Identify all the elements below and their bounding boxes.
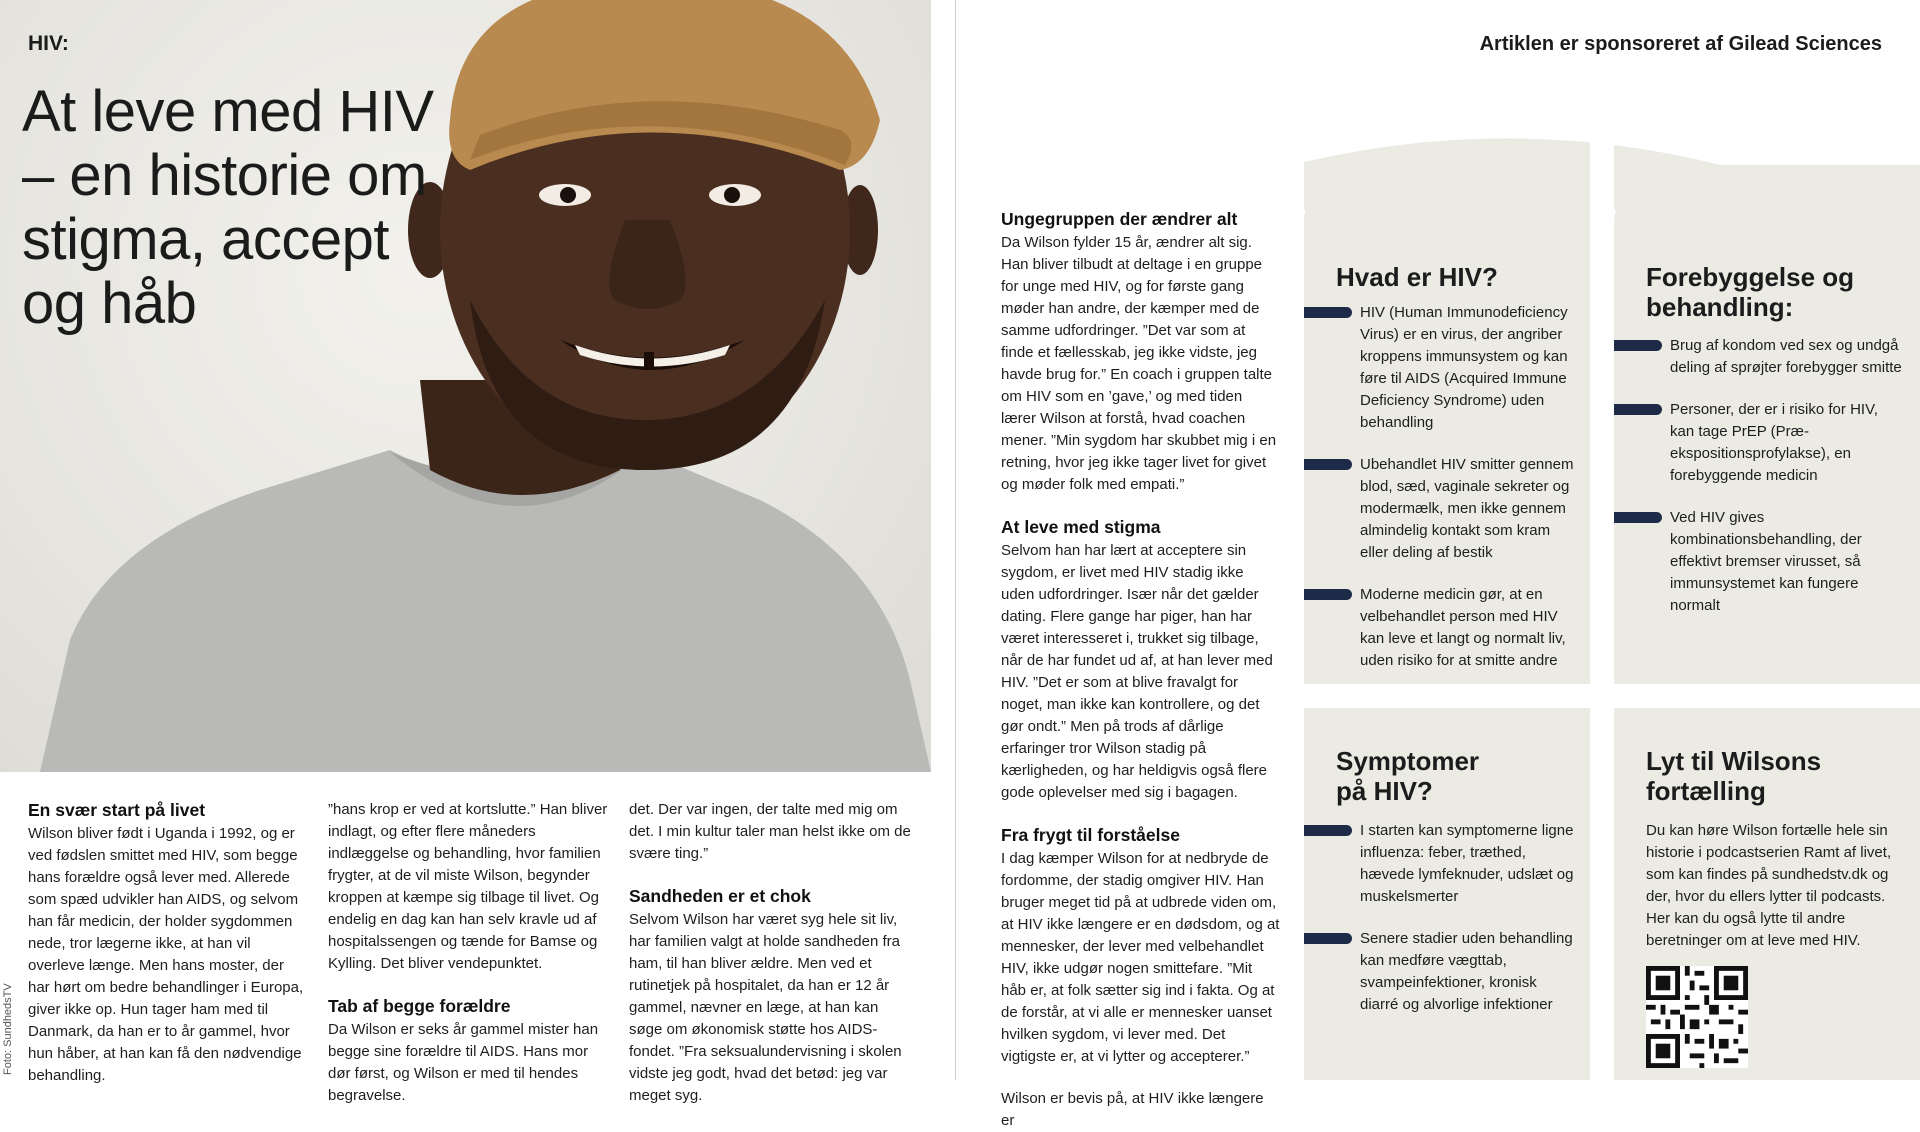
section-text: det. Der var ingen, der talte med mig om det. I min kultur taler man helst ikke om de svære ting.” bbox=[629, 801, 911, 862]
panel-title: Lyt til Wilsons fortælling bbox=[1646, 746, 1822, 806]
list-item: HIV (Human Immunodeficiency Virus) er en virus, der angriber kroppens immunsystem og kan føre til AIDS (Acquired Immune Deficiency Syndrome) uden behandling bbox=[1304, 302, 1590, 434]
bullet-list bbox=[1614, 335, 1920, 637]
list-item: Senere stadier uden behandling kan medføre vægttab, svampeinfektioner, kronisk diarré og alvorlige infektioner bbox=[1304, 928, 1590, 1016]
bullet-dash-icon bbox=[1304, 825, 1352, 836]
panel-listen bbox=[1614, 708, 1920, 1080]
qr-code-icon[interactable] bbox=[1646, 966, 1748, 1068]
bullet-dash-icon bbox=[1304, 459, 1352, 470]
section-heading: At leve med stigma bbox=[1001, 517, 1161, 537]
list-item: Moderne medicin gør, at en velbehandlet person med HIV kan leve et langt og normalt liv, uden risiko for at smitte andre bbox=[1304, 584, 1590, 672]
sponsor-note: Artiklen er sponsoreret af Gilead Sciences bbox=[1479, 33, 1882, 55]
panel-what-is-hiv bbox=[1304, 162, 1590, 684]
list-item: Brug af kondom ved sex og undgå deling af sprøjter forebygger smitte bbox=[1614, 335, 1920, 379]
section-heading: Sandheden er et chok bbox=[629, 886, 811, 906]
section-heading: Tab af begge forældre bbox=[328, 996, 511, 1016]
section-tag: HIV: bbox=[28, 32, 69, 55]
section-text: Da Wilson fylder 15 år, ændrer alt sig. Han bliver tilbudt at deltage i en gruppe for unge med HIV, og for første gang møder han andre, der kæmper med de samme udfordringer. ”Det var som at finde et fællesskab, jeg ikke vidste, jeg havde brug for.” En coach i gruppen talte om HIV som en ’gave,’ og med tiden lærer Wilson at forstå, hvad coachen mener. ”Min sygdom har skubbet mig i en retning, hvor jeg ikke tager livet for givet og møder folk med empati.” bbox=[1001, 234, 1277, 493]
section-text: Da Wilson er seks år gammel mister han begge sine forældre til AIDS. Hans mor dør først, og Wilson er med til hendes begravelse. bbox=[328, 1021, 599, 1104]
panel-title: Symptomer på HIV? bbox=[1336, 746, 1480, 806]
panel-title: Forebyggelse og behandling: bbox=[1646, 262, 1855, 322]
bullet-dash-icon bbox=[1304, 307, 1352, 318]
bullet-dash-icon bbox=[1304, 589, 1352, 600]
body-column-4 bbox=[1001, 208, 1281, 1132]
panel-text: Du kan høre Wilson fortælle hele sin historie i podcastserien Ramt af livet, som kan findes på sundhedstv.dk og der, hvor du ellers lytter til podcasts. Her kan du også lytte til andre beretninger om at leve med HIV. bbox=[1646, 822, 1892, 949]
section-text: Wilson bliver født i Uganda i 1992, og er ved fødslen smittet med HIV, som begge hans forældre også lever med. Allerede som spæd udvikler han AIDS, og selvom han får medicin, der holder sygdommen nede, tror lægerne ikke, at han vil overleve længe. Men hans moster, der har hørt om bedre behandlinger i Europa, giver ikke op. Hun tager ham med til Danmark, da han er to år gammel, hvor hun håber, at han kan få den nødvendige behandling. bbox=[28, 825, 304, 1084]
section-text: ”hans krop er ved at kortslutte.” Han bliver indlagt, og efter flere måneders indlæggelse og behandling, hvor familien frygter, at de vil miste Wilson, begynder kroppen at kæmpe sig tilbage til livet. Og endelig en dag kan han selv kravle ud af hospitalssengen og tænde for Bamse og Kylling. Det bliver vendepunktet. bbox=[328, 801, 608, 972]
body-column-2 bbox=[328, 799, 608, 1107]
headline: At leve med HIV – en historie om stigma, accept og håb bbox=[22, 79, 434, 336]
bullet-dash-icon bbox=[1304, 933, 1352, 944]
list-item: Ubehandlet HIV smitter gennem blod, sæd, vaginale sekreter og modermælk, men ikke gennem almindelig kontakt som kram eller deling af bestik bbox=[1304, 454, 1590, 564]
section-text: Selvom han har lært at acceptere sin sygdom, er livet med HIV stadig ikke uden udfordringer. Især når det gælder dating. Flere gange har piger, han har været interesseret i, trukket sig tilbage, når de har fundet ud af, at han lever med HIV. ”Det er som at blive fravalgt for noget, man ikke kan kontrollere, og det gør ondt.” Men på trods af dårlige erfaringer tror Wilson stadig på kærligheden, og har heldigvis også flere gode oplevelser med sig i bagagen. bbox=[1001, 542, 1273, 801]
section-heading: Fra frygt til forståelse bbox=[1001, 825, 1180, 845]
panel-title: Hvad er HIV? bbox=[1336, 262, 1498, 292]
body-column-1 bbox=[28, 799, 308, 1087]
list-item: I starten kan symptomerne ligne influenza: feber, træthed, hævede lymfeknuder, udslæt og muskelsmerter bbox=[1304, 820, 1590, 908]
list-item: Ved HIV gives kombinationsbehandling, der effektivt bremser virusset, så immunsystemet kan fungere normalt bbox=[1614, 507, 1920, 617]
bullet-dash-icon bbox=[1614, 404, 1662, 415]
section-text: Selvom Wilson har været syg hele sit liv, har familien valgt at holde sandheden fra ham, til han bliver ældre. Men ved et rutinetjek på hospitalet, da han er 12 år gammel, nævner en læge, at han kan søge om økonomisk støtte hos AIDS-fondet. ”Fra seksualundervisning i skolen vidste jeg godt, hvad det betød: jeg var meget syg. bbox=[629, 911, 902, 1104]
bullet-list bbox=[1304, 302, 1590, 692]
panel-prevention bbox=[1614, 165, 1920, 684]
list-item: Personer, der er i risiko for HIV, kan tage PrEP (Præ-ekspositionsprofylakse), en forebyggende medicin bbox=[1614, 399, 1920, 487]
section-heading: En svær start på livet bbox=[28, 800, 206, 820]
section-heading: Ungegruppen der ændrer alt bbox=[1001, 209, 1238, 229]
panel-symptoms bbox=[1304, 708, 1590, 1080]
photo-credit: Foto: SundhedsTV bbox=[2, 983, 14, 1075]
bullet-dash-icon bbox=[1614, 512, 1662, 523]
bullet-list bbox=[1304, 820, 1590, 1036]
bullet-dash-icon bbox=[1614, 340, 1662, 351]
page-divider bbox=[955, 0, 956, 1080]
section-text: Wilson er bevis på, at HIV ikke længere er bbox=[1001, 1090, 1264, 1129]
section-text: I dag kæmper Wilson for at nedbryde de fordomme, der stadig omgiver HIV. Han bruger meget tid på at udbrede viden om, at HIV ikke længere er en dødsdom, og at mennesker, der lever med velbehandlet HIV, ikke udgør nogen smittefare. ”Mit håb er, at folk sætter sig ind i fakta. Og at de forstår, at vi alle er mennesker uanset hvilken sygdom, vi lever med. Det vigtigste er, at vi lytter og accepterer.” bbox=[1001, 850, 1280, 1065]
body-column-3 bbox=[629, 799, 911, 1107]
